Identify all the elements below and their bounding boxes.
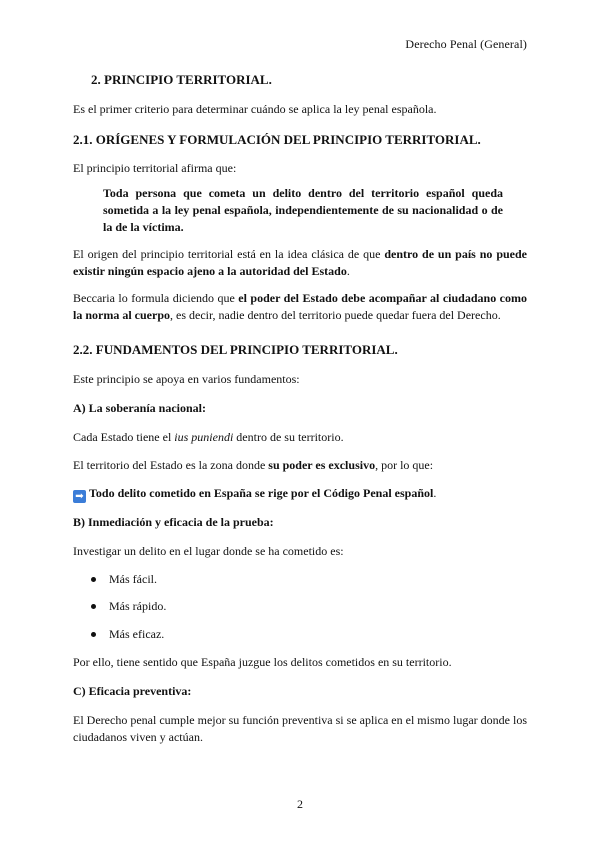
ius-text-start: Cada Estado tiene el <box>73 430 175 444</box>
bullet-dot-icon <box>91 577 96 582</box>
sovereignty-conclusion <box>73 485 527 503</box>
section-2-1-heading: 2.1. ORÍGENES Y FORMULACIÓN DEL PRINCIPIO TERRITORIAL. <box>73 132 481 147</box>
intro-paragraph: Es el primer criterio para determinar cuándo se aplica la ley penal española. <box>73 102 437 116</box>
list-item-label: Más eficaz. <box>109 627 165 641</box>
subsection-a-title: A) La soberanía nacional: <box>73 401 207 415</box>
origin-text-end: . <box>346 264 350 278</box>
ius-text-end: dentro de su territorio. <box>233 430 344 444</box>
ius-puniendi-term: ius puniendi <box>174 430 234 444</box>
subsection-c-paragraph: El Derecho penal cumple mejor su función preventiva si se aplica en el mismo lugar donde los ciudadanos viven y actúan. <box>73 713 527 744</box>
territory-text-start: El territorio del Estado es la zona donde <box>73 458 269 472</box>
section-2-1-lead: El principio territorial afirma que: <box>73 161 237 175</box>
sovereignty-paragraph-2 <box>73 457 527 474</box>
beccaria-paragraph <box>73 290 527 324</box>
origin-emphasis: dentro de un país no puede existir ningún espacio ajeno a la autoridad del Estado <box>73 247 527 278</box>
list-item-label: Más fácil. <box>109 572 157 586</box>
origin-paragraph <box>73 246 527 280</box>
territory-text-end: , por lo que: <box>375 458 434 472</box>
subsection-b-conclusion: Por ello, tiene sentido que España juzgue los delitos cometidos en su territorio. <box>73 655 452 669</box>
subsection-b-title: B) Inmediación y eficacia de la prueba: <box>73 515 274 529</box>
conclusion-end: . <box>433 486 437 500</box>
bullet-dot-icon <box>91 604 96 609</box>
section-2-2-lead: Este principio se apoya en varios fundamentos: <box>73 372 300 386</box>
beccaria-text-start: Beccaria lo formula diciendo que <box>73 291 239 305</box>
beccaria-text-end: , es decir, nadie dentro del territorio puede quedar fuera del Derecho. <box>170 308 501 322</box>
section-2-2-heading: 2.2. FUNDAMENTOS DEL PRINCIPIO TERRITORIAL. <box>73 342 398 357</box>
beccaria-emphasis: el poder del Estado debe acompañar al ciudadano como la norma al cuerpo <box>73 291 527 322</box>
bullet-dot-icon <box>91 632 96 637</box>
origin-text-start: El origen del principio territorial está en la idea clásica de que <box>73 247 385 261</box>
running-header: Derecho Penal (General) <box>405 37 527 51</box>
sovereignty-paragraph-1 <box>73 429 527 446</box>
section-2-heading: 2. PRINCIPIO TERRITORIAL. <box>91 72 272 87</box>
principle-quote: Toda persona que cometa un delito dentro del territorio español queda sometida a la ley penal española, independientemente de su nacionalidad o de la de la víctima. <box>103 186 503 234</box>
territory-emphasis: su poder es exclusivo <box>268 458 376 472</box>
subsection-c-title: C) Eficacia preventiva: <box>73 684 192 698</box>
subsection-b-lead: Investigar un delito en el lugar donde se ha cometido es: <box>73 544 344 558</box>
list-item-label: Más rápido. <box>109 599 167 613</box>
page-number: 2 <box>297 797 303 811</box>
arrow-right-icon: ➡ <box>73 490 86 503</box>
conclusion-emphasis: Todo delito cometido en España se rige por el Código Penal español <box>89 486 434 500</box>
